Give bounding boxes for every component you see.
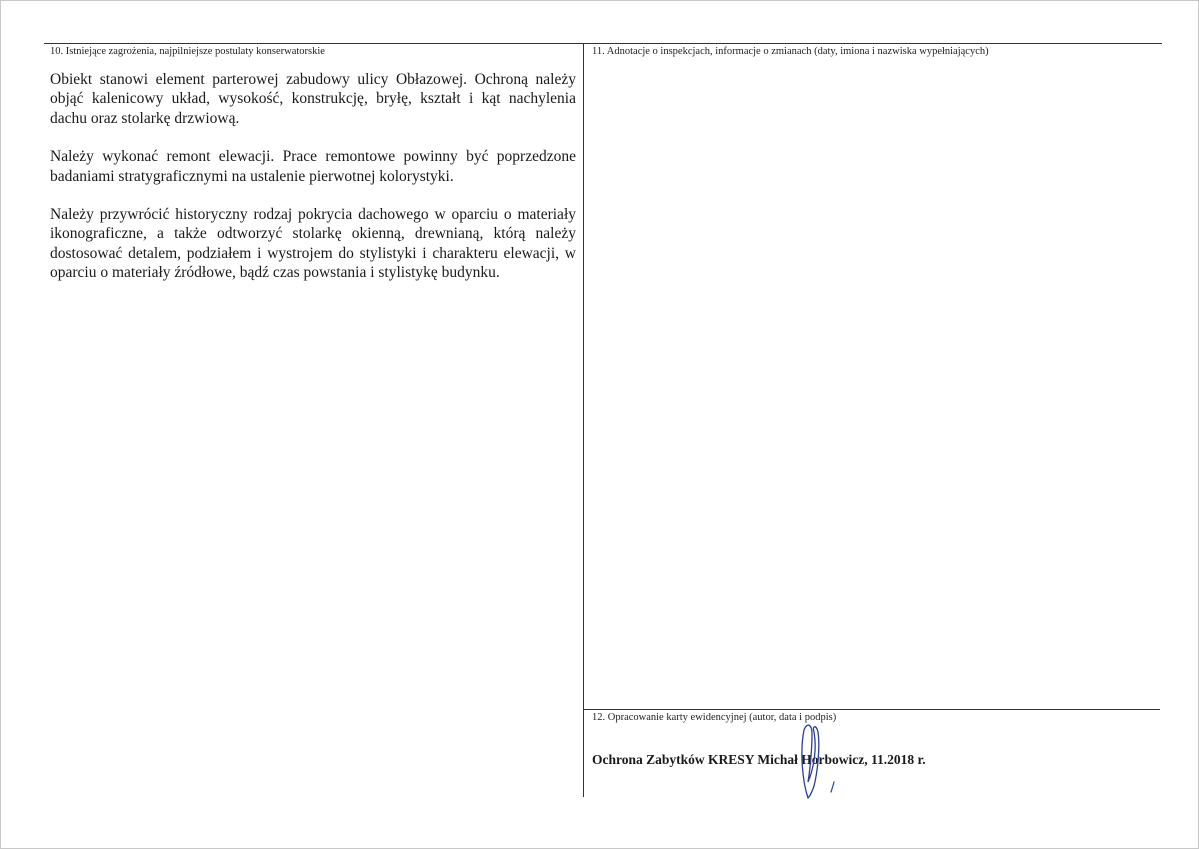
- section11-label: 11. Adnotacje o inspekcjach, informacje o zmianach (daty, imiona i nazwiska wypełniających): [592, 46, 989, 57]
- section10-body: [50, 70, 576, 302]
- section10-label: 10. Istniejące zagrożenia, najpilniejsze postulaty konserwatorskie: [50, 46, 325, 57]
- author-line: Ochrona Zabytków KRESY Michał Horbowicz, 11.2018 r.: [592, 752, 926, 767]
- section12-label: 12. Opracowanie karty ewidencyjnej (autor, data i podpis): [592, 712, 837, 723]
- column-divider: [583, 43, 584, 797]
- section10-paragraph: Należy wykonać remont elewacji. Prace remontowe powinny być poprzedzone badaniami stratygraficznymi na ustalenie pierwotnej kolorystyki.: [50, 148, 576, 185]
- handwritten-signature: [790, 720, 850, 800]
- top-rule: [44, 43, 1162, 44]
- section12-rule: [583, 709, 1160, 710]
- section10-paragraph: Obiekt stanowi element parterowej zabudowy ulicy Obłazowej. Ochroną należy objąć kalenicowy układ, wysokość, konstrukcję, bryłę, kształt i kąt nachylenia dachu oraz stolarkę drzwiową.: [50, 71, 576, 127]
- section10-paragraph: Należy przywrócić historyczny rodzaj pokrycia dachowego w oparciu o materiały ikonograficzne, a także odtworzyć stolarkę okienną, drewnianą, którą należy dostosować detalem, podziałem i wystrojem do stylistyki i charakteru elewacji, w oparciu o materiały źródłowe, bądź czas powstania i stylistykę budynku.: [50, 206, 576, 282]
